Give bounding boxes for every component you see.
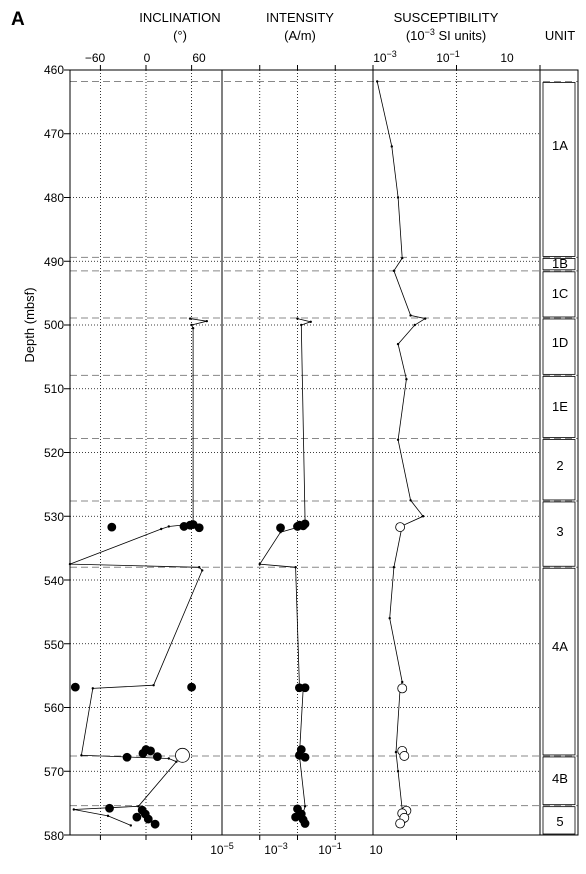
depth-tick-label: 540	[43, 574, 64, 588]
susceptibility-discrete-open-sample	[398, 684, 407, 693]
inclination-data-point	[80, 754, 82, 756]
inclination-data-point	[168, 757, 170, 759]
inclination-discrete-sample	[188, 683, 196, 691]
susceptibility-data-point	[395, 751, 397, 753]
unit-frame	[540, 70, 578, 835]
intensity-tick-label: $10^{-5}$	[210, 841, 234, 857]
susceptibility-profile-line	[377, 82, 425, 823]
inclination-data-point	[198, 566, 200, 568]
inclination-title: INCLINATION	[139, 10, 221, 25]
intensity-data-point	[259, 563, 261, 565]
intensity-discrete-sample	[301, 684, 309, 692]
unit-label: 1E	[552, 399, 568, 414]
unit-label: 1A	[552, 138, 568, 153]
susceptibility-data-point	[414, 324, 416, 326]
susceptibility-data-point	[397, 343, 399, 345]
depth-tick-label: 510	[43, 382, 64, 396]
susceptibility-data-point	[401, 681, 403, 683]
unit-label: 5	[556, 814, 564, 829]
susceptibility-discrete-open-sample	[396, 523, 405, 532]
intensity-unit: (A/m)	[284, 28, 316, 43]
inclination-unit: (°)	[173, 28, 187, 43]
susceptibility-unit	[406, 27, 486, 43]
susceptibility-unit-prefix: (10	[405, 28, 425, 43]
susceptibility-data-point	[397, 439, 399, 441]
unit-label: 4A	[552, 639, 568, 654]
depth-tick-label: 560	[43, 701, 64, 715]
inclination-data-point	[152, 684, 154, 686]
intensity-discrete-sample	[301, 820, 309, 828]
unit-label: 1D	[551, 335, 569, 350]
inclination-discrete-sample	[144, 815, 152, 823]
depth-tick-label: 460	[43, 63, 64, 77]
intensity-data-point	[304, 805, 306, 807]
susceptibility-discrete-open-sample	[400, 751, 409, 760]
depth-tick-label: 530	[43, 510, 64, 524]
unit-box	[543, 568, 575, 755]
inclination-data-point	[206, 320, 208, 322]
inclination-data-point	[175, 760, 177, 762]
susceptibility-data-point	[393, 566, 395, 568]
unit-label: 1C	[551, 286, 569, 301]
intensity-profile-line	[260, 319, 311, 819]
inclination-tick-label: 60	[192, 51, 206, 65]
unit-label: 2	[556, 458, 564, 473]
susceptibility-tick-label: $10^{-3}$	[373, 49, 397, 65]
intensity-discrete-sample	[301, 753, 309, 761]
susceptibility-data-point	[389, 617, 391, 619]
intensity-discrete-sample	[292, 813, 300, 821]
susceptibility-tick-label: $10^{-1}$	[436, 49, 460, 65]
susceptibility-data-point	[376, 80, 378, 82]
depth-tick-label: 550	[43, 638, 64, 652]
depth-tick-label: 480	[43, 191, 64, 205]
susceptibility-data-point	[401, 257, 403, 259]
susceptibility-data-point	[393, 270, 395, 272]
depth-tick-label: 500	[43, 318, 64, 332]
intensity-data-point	[300, 324, 302, 326]
inclination-data-point	[107, 815, 109, 817]
inclination-data-point	[160, 528, 162, 530]
intensity-tick-label: $10^{-1}$	[318, 841, 342, 857]
susceptibility-unit-exp: −3	[424, 27, 435, 37]
depth-tick-label: 470	[43, 127, 64, 141]
inclination-discrete-sample	[133, 813, 141, 821]
panel-label: A	[11, 9, 25, 30]
inclination-data-point	[189, 317, 191, 319]
susceptibility-data-point	[409, 499, 411, 501]
unit-box	[543, 82, 575, 256]
susceptibility-data-point	[391, 145, 393, 147]
intensity-discrete-sample	[277, 524, 285, 532]
depth-tick-label: 580	[43, 829, 64, 843]
inclination-data-point	[92, 687, 94, 689]
susceptibility-bottom-tick-label: 10	[369, 843, 383, 857]
intensity-title: INTENSITY	[266, 10, 334, 25]
susceptibility-data-point	[424, 317, 426, 319]
unit-label: 4B	[552, 771, 568, 786]
susceptibility-data-point	[397, 770, 399, 772]
inclination-data-point	[192, 327, 194, 329]
inclination-data-point	[130, 824, 132, 826]
inclination-data-point	[69, 563, 71, 565]
intensity-data-point	[294, 566, 296, 568]
inclination-discrete-sample	[106, 804, 114, 812]
depth-tick-label: 570	[43, 765, 64, 779]
susceptibility-unit-suffix: SI units)	[434, 28, 487, 43]
susceptibility-data-point	[422, 515, 424, 517]
plot-layer	[64, 65, 578, 840]
inclination-discrete-sample	[71, 683, 79, 691]
depth-tick-label: 490	[43, 255, 64, 269]
unit-label: 1B	[552, 256, 568, 271]
intensity-data-point	[296, 317, 298, 319]
inclination-data-point	[73, 808, 75, 810]
inclination-discrete-sample	[195, 524, 203, 532]
susceptibility-data-point	[397, 196, 399, 198]
inclination-discrete-sample	[108, 523, 116, 531]
susceptibility-data-point	[405, 378, 407, 380]
unit-title: UNIT	[544, 28, 576, 43]
susceptibility-data-point	[409, 314, 411, 316]
inclination-data-point	[168, 525, 170, 527]
susceptibility-tick-label: 10	[500, 51, 514, 65]
inclination-discrete-open-sample	[175, 748, 189, 762]
depth-tick-label: 520	[43, 446, 64, 460]
inclination-discrete-sample	[139, 749, 147, 757]
intensity-data-point	[310, 321, 312, 323]
inclination-discrete-sample	[151, 820, 159, 828]
intensity-tick-label: $10^{-3}$	[264, 841, 288, 857]
inclination-tick-label: −60	[84, 51, 106, 65]
susceptibility-title: SUSCEPTIBILITY	[393, 10, 499, 25]
inclination-discrete-sample	[147, 747, 155, 755]
unit-label: 3	[556, 524, 564, 539]
inclination-tick-label: 0	[143, 51, 151, 65]
inclination-data-point	[190, 324, 192, 326]
y-axis-label: Depth (mbsf)	[22, 287, 37, 363]
inclination-discrete-sample	[153, 753, 161, 761]
inclination-discrete-sample	[123, 753, 131, 761]
inclination-data-point	[201, 569, 203, 571]
intensity-discrete-sample	[301, 520, 309, 528]
susceptibility-discrete-open-sample	[396, 819, 405, 828]
